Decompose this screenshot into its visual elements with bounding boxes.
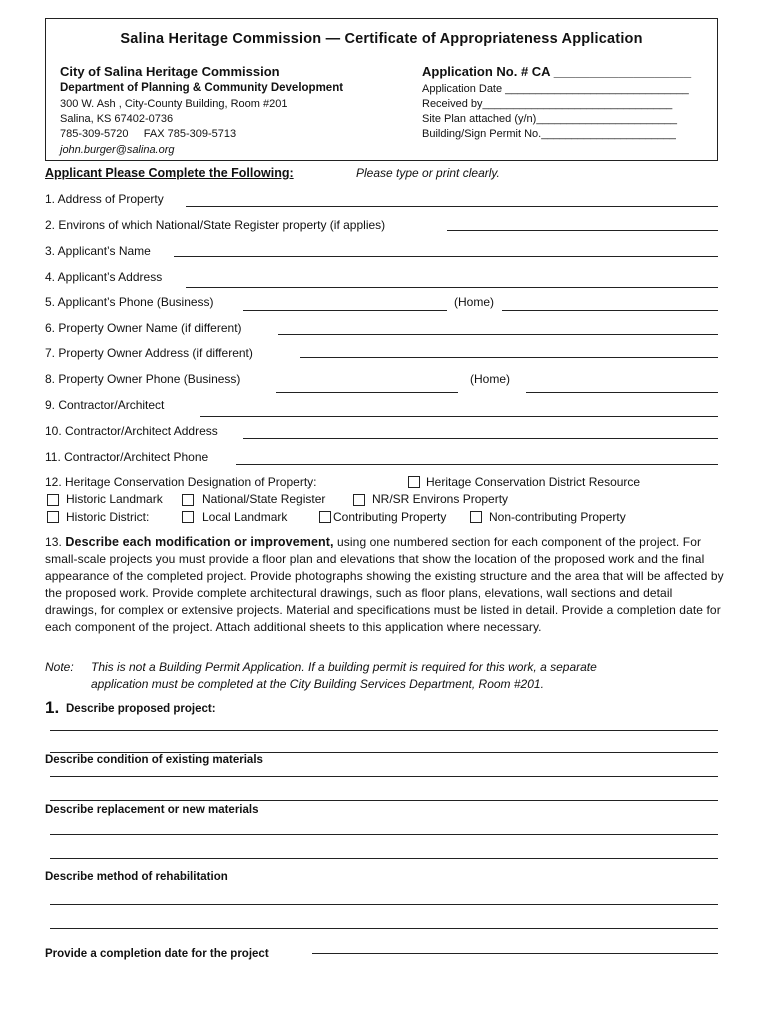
- hcd-resource-label: Heritage Conservation District Resource: [426, 475, 641, 489]
- note-label: Note:: [45, 660, 74, 674]
- condition-line-1[interactable]: [50, 776, 718, 777]
- application-number-field[interactable]: Application No. # CA ___________________: [422, 64, 692, 79]
- owner-address-input[interactable]: [300, 357, 718, 358]
- permit-number-field[interactable]: Building/Sign Permit No.______________________: [422, 128, 676, 140]
- field-11-label: 11. Contractor/Architect Phone: [45, 450, 209, 464]
- historic-landmark-checkbox[interactable]: [47, 494, 59, 506]
- replacement-line-2[interactable]: [50, 858, 718, 859]
- environs-input[interactable]: [447, 230, 718, 231]
- field-3-label: 3. Applicant’s Name: [45, 244, 151, 258]
- field-10-label: 10. Contractor/Architect Address: [45, 424, 218, 438]
- applicant-home-phone-input[interactable]: [502, 310, 718, 311]
- address-line1: 300 W. Ash , City-County Building, Room #201: [60, 98, 288, 110]
- hcd-resource-checkbox[interactable]: [408, 476, 420, 488]
- field-9-label: 9. Contractor/Architect: [45, 398, 165, 412]
- designation-label: 12. Heritage Conservation Designation of Property:: [45, 475, 317, 489]
- owner-name-input[interactable]: [278, 334, 718, 335]
- replacement-line-1[interactable]: [50, 834, 718, 835]
- condition-label: Describe condition of existing materials: [45, 754, 263, 766]
- section-13-body: using one numbered section for each component of the project. For small-scale projects you must provide a floor plan and elevations that show the location of the proposed work and the final appearance of the completed project. Provide photographs showing the existing structure and the area that will be affected by the proposed work. Provide complete architectural drawings, such as floor plans, elevations, wall sections and detail drawings, for complex or extensive projects. Material and specifications must be listed in detail. Provide a completion date for each component of the project. Attach additional sheets to this application where necessary.: [45, 535, 724, 634]
- site-plan-field[interactable]: Site Plan attached (y/n)_______________________: [422, 113, 678, 125]
- applicant-business-phone-input[interactable]: [243, 310, 447, 311]
- address-line2: Salina, KS 67402-0736: [60, 113, 174, 125]
- contributing-property-label: Contributing Property: [333, 510, 447, 524]
- section-13-number: 13.: [45, 535, 66, 549]
- section-13-heading: Describe each modification or improvement,: [65, 535, 334, 549]
- applicant-name-input[interactable]: [174, 256, 718, 257]
- org-name: City of Salina Heritage Commission: [60, 64, 280, 79]
- note-line-1: This is not a Building Permit Application. If a building permit is required for this work, a separate: [91, 660, 597, 674]
- proposed-project-label: Describe proposed project:: [66, 703, 216, 715]
- form-title: Salina Heritage Commission — Certificate of Appropriateness Application: [120, 31, 643, 47]
- proposed-project-line-2[interactable]: [50, 752, 718, 753]
- field-7-label: 7. Property Owner Address (if different): [45, 346, 253, 360]
- noncontributing-property-checkbox[interactable]: [470, 511, 482, 523]
- local-landmark-label: Local Landmark: [202, 510, 288, 524]
- describe-number: 1.: [45, 698, 60, 717]
- field-8-label: 8. Property Owner Phone (Business): [45, 372, 241, 386]
- field-6-label: 6. Property Owner Name (if different): [45, 321, 242, 335]
- method-line-2[interactable]: [50, 928, 718, 929]
- owner-business-phone-input[interactable]: [276, 392, 458, 393]
- applicant-address-input[interactable]: [186, 287, 718, 288]
- national-state-register-checkbox[interactable]: [182, 494, 194, 506]
- condition-line-2[interactable]: [50, 800, 718, 801]
- field-2-label: 2. Environs of which National/State Register property (if applies): [45, 218, 386, 232]
- address-of-property-input[interactable]: [186, 206, 718, 207]
- contractor-phone-input[interactable]: [236, 464, 718, 465]
- completion-date-input[interactable]: [312, 953, 718, 954]
- contractor-input[interactable]: [200, 416, 718, 417]
- dept-name: Department of Planning & Community Development: [60, 82, 344, 94]
- noncontributing-property-label: Non-contributing Property: [489, 510, 626, 524]
- phone-fax: 785-309-5720 FAX 785-309-5713: [60, 128, 237, 140]
- application-date-field[interactable]: Application Date ______________________________: [422, 83, 689, 95]
- replacement-label: Describe replacement or new materials: [45, 804, 259, 816]
- contractor-address-input[interactable]: [243, 438, 718, 439]
- contact-email: john.burger@salina.org: [60, 144, 175, 156]
- nrsr-environs-label: NR/SR Environs Property: [372, 492, 509, 506]
- field-5-label: 5. Applicant’s Phone (Business): [45, 295, 214, 309]
- instruction-text: Please type or print clearly.: [356, 166, 500, 180]
- field-5-home-label: (Home): [454, 295, 495, 309]
- method-line-1[interactable]: [50, 904, 718, 905]
- national-state-register-label: National/State Register: [202, 492, 326, 506]
- local-landmark-checkbox[interactable]: [182, 511, 194, 523]
- received-by-field[interactable]: Received by_______________________________: [422, 98, 673, 110]
- historic-district-label: Historic District:: [66, 510, 150, 524]
- owner-home-phone-input[interactable]: [526, 392, 718, 393]
- contributing-property-checkbox[interactable]: [319, 511, 331, 523]
- note-line-2: application must be completed at the City Building Services Department, Room #201.: [91, 677, 544, 691]
- nrsr-environs-checkbox[interactable]: [353, 494, 365, 506]
- field-8-home-label: (Home): [470, 372, 511, 386]
- proposed-project-line-1[interactable]: [50, 730, 718, 731]
- method-label: Describe method of rehabilitation: [45, 871, 228, 883]
- applicant-heading: Applicant Please Complete the Following:: [45, 166, 294, 180]
- field-4-label: 4. Applicant’s Address: [45, 270, 163, 284]
- section-13-text: [45, 534, 725, 636]
- historic-landmark-label: Historic Landmark: [66, 492, 163, 506]
- historic-district-checkbox[interactable]: [47, 511, 59, 523]
- completion-date-label: Provide a completion date for the project: [45, 948, 269, 960]
- field-1-label: 1. Address of Property: [45, 192, 164, 206]
